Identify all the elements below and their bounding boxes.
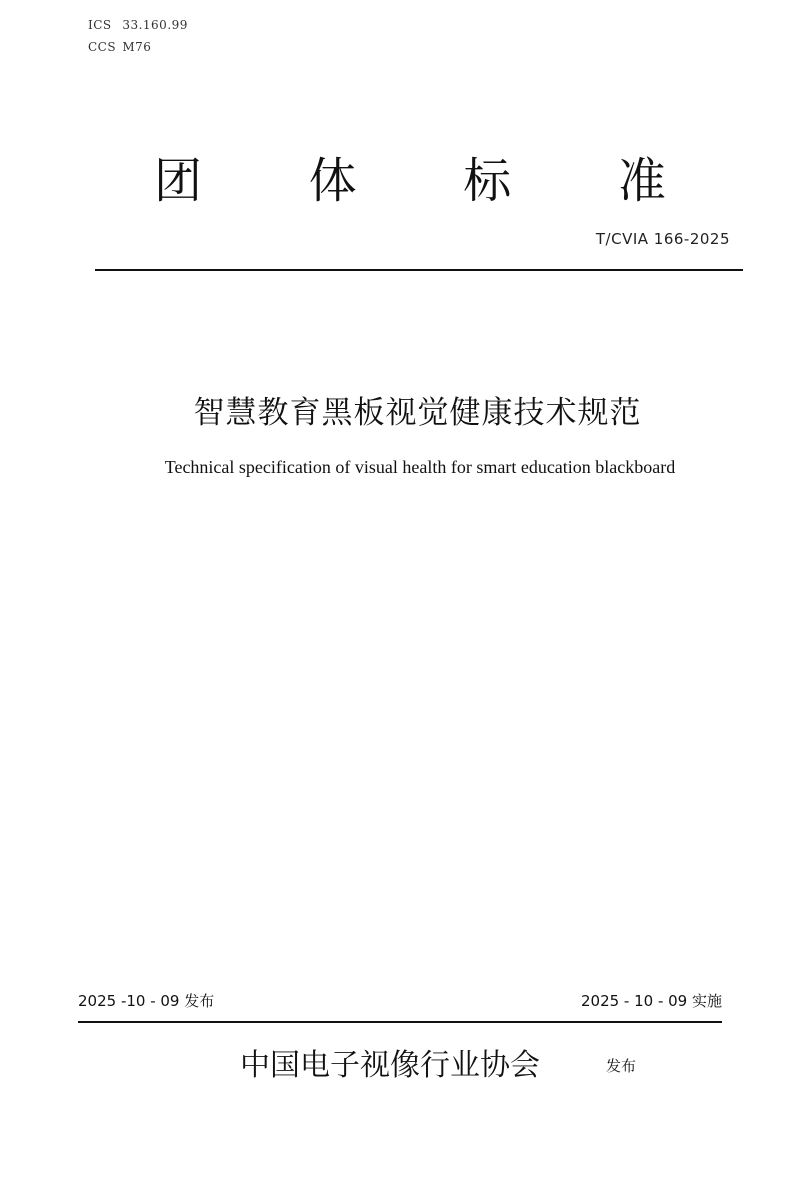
ccs-label: CCS <box>88 40 117 54</box>
document-title-english: Technical specification of visual health for smart education blackboard <box>164 457 676 477</box>
publisher-suffix: 发布 <box>606 1057 637 1075</box>
standard-type-char: 体 <box>308 153 357 209</box>
ics-label: ICS <box>88 18 112 32</box>
ics-value: 33.160.99 <box>122 18 188 32</box>
publisher-name: 中国电子视像行业协会 <box>240 1048 540 1083</box>
standard-type-char: 标 <box>463 153 512 209</box>
document-title-chinese: 智慧教育黑板视觉健康技术规范 <box>193 395 642 431</box>
bottom-divider <box>78 1021 722 1023</box>
standard-number: T/CVIA 166-2025 <box>595 230 730 248</box>
standard-type-char: 团 <box>153 153 202 209</box>
implementation-date: 2025 - 10 - 09 实施 <box>580 992 722 1010</box>
ccs-code <box>88 40 151 54</box>
ics-code <box>88 18 188 32</box>
ccs-value: M76 <box>122 40 152 54</box>
top-divider <box>95 269 743 271</box>
publish-date: 2025 -10 - 09 发布 <box>78 992 215 1010</box>
standard-type-char: 准 <box>617 153 666 209</box>
standard-type-heading <box>150 142 670 211</box>
